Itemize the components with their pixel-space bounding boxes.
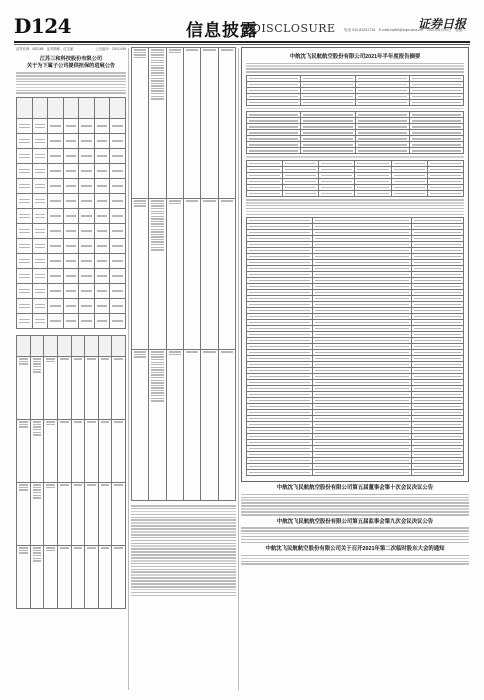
board-resolution-notice: [241, 485, 469, 515]
article-body: [131, 505, 236, 596]
article-title: 中航沈飞民航航空股份有限公司2021年半年度报告摘要: [289, 54, 421, 60]
detail-table: [16, 335, 126, 609]
supervisory-resolution-notice: [241, 519, 469, 544]
page-number: D124: [14, 14, 72, 38]
newspaper-logo: 证券日报: [417, 17, 466, 31]
continued-table: [131, 47, 236, 501]
masthead: [14, 14, 470, 40]
masthead-meta: 电话 010-83251716 E-mail:zqrb9@zqrb.sina.net 2021年8月31日 星期二: [343, 28, 466, 32]
major-events-table: [246, 217, 464, 476]
notice-number: 公告编号：2021-049: [95, 47, 126, 51]
interim-report-summary: [241, 47, 469, 482]
financial-data-table: [246, 111, 464, 154]
section-title: 信息披露: [186, 21, 258, 41]
column-3: [241, 47, 469, 692]
masthead-rule: [14, 41, 470, 43]
shareholder-meeting-notice: [241, 546, 469, 565]
article-title-line: 关于为下属子公司提供担保的进展公告: [26, 62, 116, 69]
section-subtitle: DISCLOSURE: [252, 22, 336, 35]
stock-code-line: 证券代码：002165 证券简称：红宝丽: [16, 47, 74, 51]
article-title: [16, 56, 126, 69]
masthead-rule-thin: [14, 44, 470, 45]
column-divider: [128, 48, 129, 690]
article-body: [16, 72, 126, 94]
column-divider: [238, 48, 239, 690]
article-header: [16, 47, 126, 51]
guarantee-table: [16, 97, 126, 329]
article-title: 中航沈飞民航航空股份有限公司第五届监事会第九次会议决议公告: [276, 518, 434, 525]
article-title: 中航沈飞民航航空股份有限公司关于召开2021年第二次临时股东大会的通知: [265, 546, 445, 553]
company-info-table: [246, 75, 464, 106]
shareholder-table: [246, 160, 464, 197]
column-1: [16, 47, 126, 692]
article-title-line: 江苏三和科技股份有限公司: [39, 56, 103, 63]
column-2: [131, 47, 236, 692]
article-title: 中航沈飞民航航空股份有限公司第五届董事会第十次会议决议公告: [276, 485, 434, 492]
